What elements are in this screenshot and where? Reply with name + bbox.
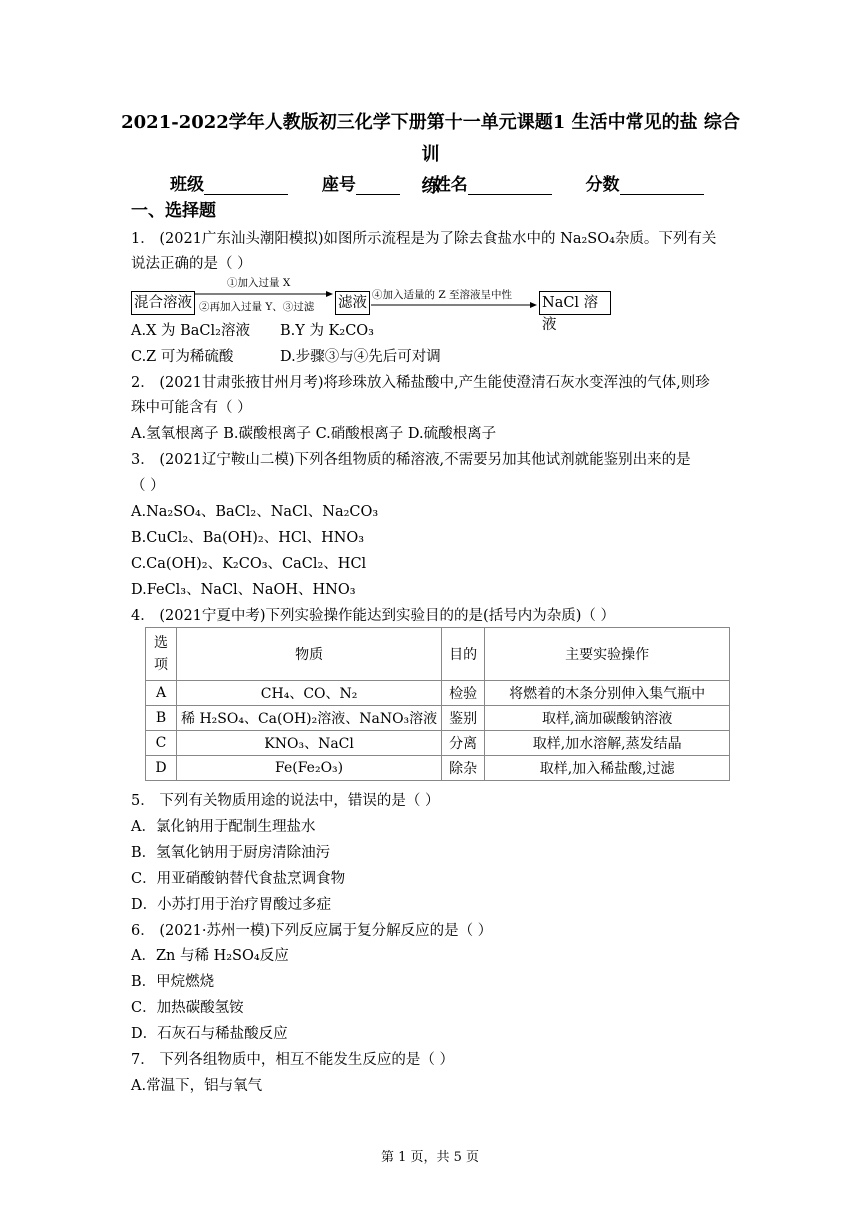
table-cell: C	[146, 731, 177, 756]
q1-line-2: 说法正确的是（ ）	[131, 256, 252, 272]
q6-option-d: D．石灰石与稀盐酸反应	[131, 1026, 288, 1042]
flow-arrow-1	[195, 290, 335, 298]
flow-box-filtrate: 滤液	[335, 291, 370, 315]
student-info-row	[170, 170, 704, 195]
title-line-2: 练	[421, 176, 440, 197]
flow-arrow-2	[371, 301, 539, 309]
q1-line-1: 1． (2021广东汕头潮阳模拟)如图所示流程是为了除去食盐水中的 Na₂SO₄杂质。下列有关	[131, 231, 717, 247]
flow-step-2-label: ②再加入过量 Y、③过滤	[199, 301, 315, 313]
q4-options-table	[145, 627, 730, 781]
table-cell: KNO₃、NaCl	[177, 731, 442, 756]
section-heading: 一、选择题	[131, 201, 216, 221]
q3-option-c: C.Ca(OH)₂、K₂CO₃、CaCl₂、HCl	[131, 556, 367, 572]
table-cell: 将燃着的木条分别伸入集气瓶中	[485, 681, 730, 706]
q2-line-2: 珠中可能含有（ ）	[131, 400, 252, 416]
score-blank[interactable]	[620, 176, 704, 195]
flow-box-mixed-solution: 混合溶液	[131, 291, 195, 315]
table-cell: A	[146, 681, 177, 706]
score-label: 分数	[585, 175, 620, 195]
seat-label: 座号	[321, 175, 356, 195]
q6-line-1: 6． (2021·苏州一模)下列反应属于复分解反应的是（ ）	[131, 923, 493, 939]
table-cell: 检验	[442, 681, 485, 706]
q1-option-a: A.X 为 BaCl₂溶液	[131, 323, 250, 339]
q1-option-c: C.Z 可为稀硫酸	[131, 349, 234, 365]
q5-option-d: D．小苏打用于治疗胃酸过多症	[131, 897, 332, 913]
table-cell: 鉴别	[442, 706, 485, 731]
title-line-1: 2021-2022学年人教版初三化学下册第十一单元课题1 生活中常见的盐 综合训	[121, 112, 740, 165]
page-footer: 第 1 页，共 5 页	[380, 1150, 480, 1165]
flow-box-nacl-solution: NaCl 溶液	[539, 291, 611, 315]
table-cell: 取样,加入稀盐酸,过滤	[485, 756, 730, 781]
q5-line-1: 5． 下列有关物质用途的说法中，错误的是（ ）	[131, 793, 440, 809]
q1-option-d: D.步骤③与④先后可对调	[280, 349, 441, 365]
table-cell: 分离	[442, 731, 485, 756]
table-row	[146, 681, 730, 706]
table-header-cell: 物质	[177, 628, 442, 681]
table-row	[146, 756, 730, 781]
table-row	[146, 706, 730, 731]
flow-step-4-label: ④加入适量的 Z 至溶液呈中性	[372, 289, 512, 301]
table-header-cell: 目的	[442, 628, 485, 681]
q3-option-a: A.Na₂SO₄、BaCl₂、NaCl、Na₂CO₃	[131, 504, 379, 520]
q6-option-a: A．Zn 与稀 H₂SO₄反应	[131, 948, 289, 964]
seat-blank[interactable]	[356, 176, 400, 195]
q3-line-2: （ ）	[131, 478, 165, 494]
q5-option-b: B．氢氧化钠用于厨房清除油污	[131, 845, 331, 861]
table-row	[146, 731, 730, 756]
q4-line-1: 4． (2021宁夏中考)下列实验操作能达到实验目的的是(括号内为杂质)（ ）	[131, 608, 615, 624]
table-cell: 除杂	[442, 756, 485, 781]
table-cell: 取样,加水溶解,蒸发结晶	[485, 731, 730, 756]
name-label: 姓名	[433, 175, 468, 195]
q5-option-c: C．用亚硝酸钠替代食盐烹调食物	[131, 871, 346, 887]
q2-options: A.氢氧根离子 B.碳酸根离子 C.硝酸根离子 D.硫酸根离子	[131, 426, 497, 442]
table-cell: 取样,滴加碳酸钠溶液	[485, 706, 730, 731]
table-cell: CH₄、CO、N₂	[177, 681, 442, 706]
table-header-cell: 主要实验操作	[485, 628, 730, 681]
flow-step-1-label: ①加入过量 X	[227, 277, 291, 289]
q6-option-b: B．甲烷燃烧	[131, 974, 215, 990]
table-cell: 稀 H₂SO₄、Ca(OH)₂溶液、NaNO₃溶液	[177, 706, 442, 731]
q6-option-c: C．加热碳酸氢铵	[131, 1000, 244, 1016]
table-header-row	[146, 628, 730, 681]
class-label: 班级	[170, 175, 204, 195]
name-blank[interactable]	[468, 176, 552, 195]
table-cell: D	[146, 756, 177, 781]
q3-line-1: 3． (2021辽宁鞍山二模)下列各组物质的稀溶液,不需要另加其他试剂就能鉴别出来的是	[131, 452, 691, 468]
q5-option-a: A．氯化钠用于配制生理盐水	[131, 819, 316, 835]
q1-option-b: B.Y 为 K₂CO₃	[280, 323, 374, 339]
q3-option-b: B.CuCl₂、Ba(OH)₂、HCl、HNO₃	[131, 530, 365, 546]
table-cell: Fe(Fe₂O₃)	[177, 756, 442, 781]
q3-option-d: D.FeCl₃、NaCl、NaOH、HNO₃	[131, 582, 356, 598]
q7-line-1: 7． 下列各组物质中，相互不能发生反应的是（ ）	[131, 1052, 454, 1068]
q7-option-a: A.常温下，铝与氧气	[131, 1078, 263, 1094]
table-header-cell: 选项	[146, 628, 177, 681]
q2-line-1: 2． (2021甘肃张掖甘州月考)将珍珠放入稀盐酸中,产生能使澄清石灰水变浑浊的气体,则珍	[131, 375, 710, 391]
table-cell: B	[146, 706, 177, 731]
class-blank[interactable]	[204, 176, 288, 195]
